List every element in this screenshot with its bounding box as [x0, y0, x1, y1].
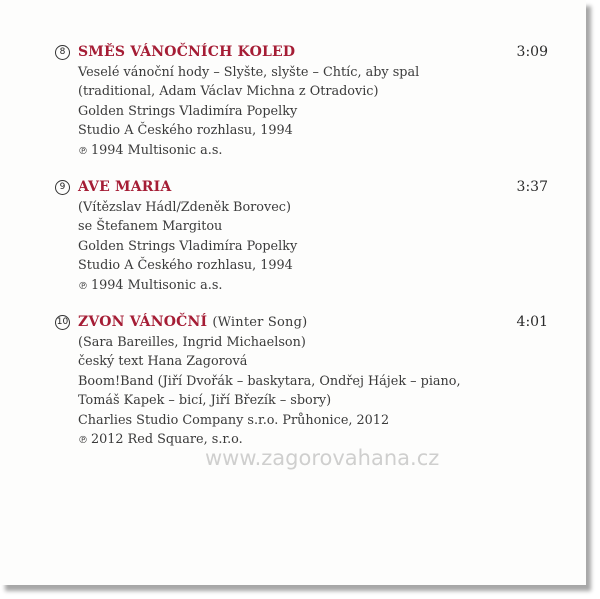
- phonogram-icon: ℗: [78, 435, 88, 447]
- track-duration: 4:01: [516, 314, 548, 330]
- credit-line: (Sara Bareilles, Ingrid Michaelson): [78, 335, 306, 350]
- credit-line: Veselé vánoční hody – Slyšte, slyšte – Chtíc, aby spal: [78, 65, 420, 80]
- track-credits: [78, 63, 419, 161]
- track-title: SMĚS VÁNOČNÍCH KOLED: [78, 44, 296, 60]
- credit-line: český text Hana Zagorová: [78, 354, 248, 370]
- track-credits: [78, 198, 297, 296]
- track-duration: 3:09: [516, 44, 548, 60]
- credit-line: Charlies Studio Company s.r.o. Průhonice, 2012: [78, 412, 390, 428]
- credit-line: Studio A Českého rozhlasu, 1994: [78, 258, 293, 274]
- credit-line: Boom!Band (Jiří Dvořák – baskytara, Ondřej Hájek – piano,: [78, 373, 461, 389]
- phonogram-icon: ℗: [78, 280, 88, 292]
- track-number: 8: [55, 45, 70, 60]
- copyright-line: ℗ 1994 Multisonic a.s.: [78, 277, 223, 293]
- copyright-line: ℗ 1994 Multisonic a.s.: [78, 142, 223, 158]
- track-credits: [78, 333, 461, 450]
- track-subtitle: (Winter Song): [212, 315, 308, 330]
- track-title: AVE MARIA: [78, 179, 172, 195]
- track-duration: 3:37: [516, 179, 548, 195]
- track-number: 10: [55, 315, 70, 330]
- phonogram-icon: ℗: [78, 145, 88, 157]
- track-title: ZVON VÁNOČNÍ (Winter Song): [78, 314, 308, 330]
- copyright-line: ℗ 2012 Red Square, s.r.o.: [78, 432, 243, 448]
- credit-line: Golden Strings Vladimíra Popelky: [78, 103, 298, 119]
- credit-line: Tomáš Kapek – bicí, Jiří Březík – sbory): [78, 393, 332, 409]
- credit-line: se Štefanem Margitou: [78, 219, 223, 235]
- credit-line: (Vítězslav Hádl/Zdeněk Borovec): [78, 200, 291, 215]
- credit-line: Studio A Českého rozhlasu, 1994: [78, 123, 293, 139]
- track-number: 9: [55, 180, 70, 195]
- credit-line: Golden Strings Vladimíra Popelky: [78, 238, 298, 254]
- watermark: www.zagorovahana.cz: [205, 446, 440, 470]
- credit-line: (traditional, Adam Václav Michna z Otradovic): [78, 84, 379, 100]
